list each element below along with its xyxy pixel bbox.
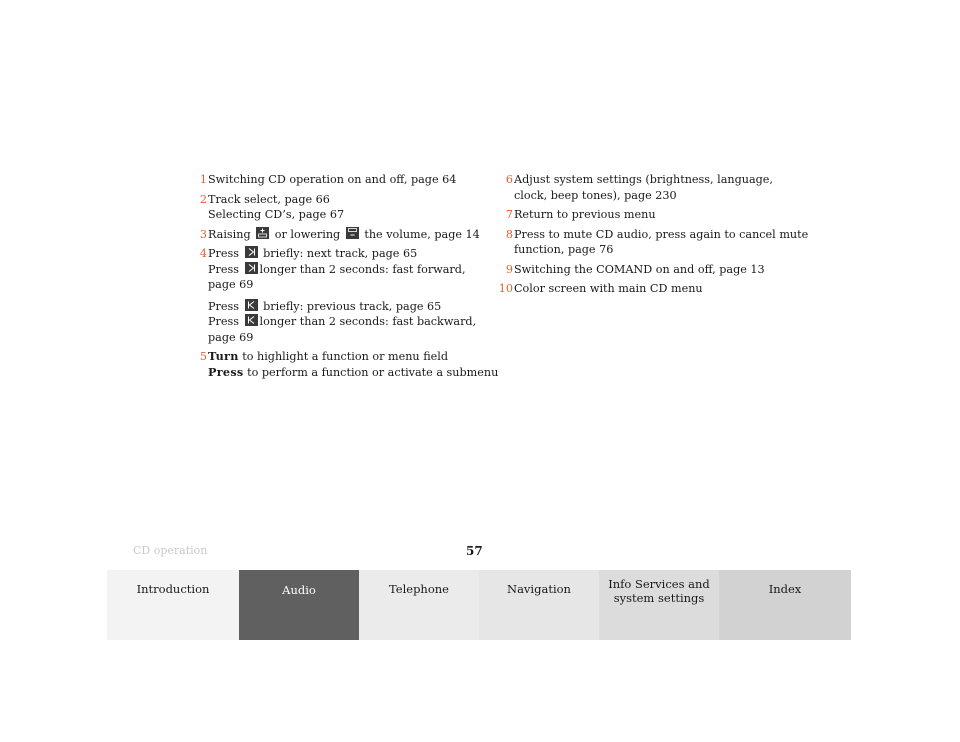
tab-label: Info Services and: [608, 577, 710, 591]
item-text: [208, 192, 474, 223]
item-line: Track select, page 66: [208, 192, 330, 206]
item-line: function, page 76: [514, 243, 614, 256]
item-line: page 69: [208, 278, 254, 291]
item-text: [208, 246, 476, 345]
list-item: [184, 227, 480, 243]
tab-telephone[interactable]: [359, 570, 479, 640]
next-track-key-icon: [245, 246, 258, 258]
list-item: [494, 172, 784, 203]
item-fragment: briefly: previous track, page 65: [263, 299, 442, 313]
item-line: [208, 227, 480, 243]
item-fragment: the volume, page 14: [364, 227, 480, 241]
item-line: Selecting CD’s, page 67: [208, 208, 345, 221]
tab-introduction[interactable]: [107, 570, 239, 640]
item-line: page 69: [208, 330, 254, 344]
page-number: 57: [466, 544, 483, 558]
list-item: [494, 227, 809, 258]
list-item: [184, 349, 499, 380]
item-number: 4: [199, 247, 207, 260]
tab-label: Introduction: [136, 582, 210, 596]
item-line: Switching the COMAND on and off, page 13: [514, 262, 765, 276]
tab-index[interactable]: [719, 570, 851, 640]
tab-audio[interactable]: [239, 570, 359, 640]
item-number: 6: [505, 173, 513, 186]
item-fragment: longer than 2 seconds: fast forward,: [259, 262, 466, 276]
item-fragment: longer than 2 seconds: fast backward,: [259, 315, 477, 328]
item-line: [208, 246, 476, 262]
list-item: [494, 207, 784, 223]
item-fragment: Raising: [208, 227, 251, 241]
item-fragment: Press: [208, 299, 239, 313]
list-item: [184, 172, 474, 188]
list-item: [184, 246, 477, 345]
tab-info-services[interactable]: [599, 570, 719, 640]
vol-down-key-icon: [346, 227, 359, 239]
item-number: 5: [199, 350, 207, 363]
tab-label: Navigation: [507, 582, 571, 596]
item-fragment: briefly: next track, page 65: [263, 247, 418, 260]
item-line: Color screen with main CD menu: [514, 282, 703, 295]
item-text: [208, 172, 474, 188]
item-fragment: Press: [208, 262, 239, 276]
tab-label: system settings: [613, 591, 705, 605]
tab-label: Index: [768, 582, 802, 596]
item-line: [208, 314, 476, 330]
item-fragment: or lowering: [274, 227, 341, 241]
item-fragment: Press: [208, 247, 239, 260]
section-label: CD operation: [133, 544, 208, 557]
item-line: [208, 365, 498, 381]
previous-track-key-icon: [245, 314, 258, 326]
item-line: clock, beep tones), page 230: [514, 188, 677, 202]
item-fragment-bold: Turn: [208, 349, 239, 363]
item-number: 10: [498, 282, 513, 295]
item-text: [208, 227, 480, 243]
tab-label: Telephone: [389, 582, 449, 596]
tab-navigation[interactable]: [479, 570, 599, 640]
item-text: [514, 172, 784, 203]
list-item: [494, 281, 784, 297]
list-item: [184, 192, 474, 223]
item-fragment: to highlight a function or menu field: [242, 350, 449, 363]
item-text: [514, 227, 808, 258]
item-line: Switching CD operation on and off, page 64: [208, 173, 457, 186]
tab-label: Audio: [282, 583, 316, 597]
item-number: 7: [505, 208, 513, 221]
previous-track-key-icon: [245, 299, 258, 311]
item-text: [208, 349, 498, 380]
item-fragment: to perform a function or activate a submenu: [247, 365, 499, 379]
item-text: [514, 207, 784, 223]
item-text: [514, 281, 784, 297]
item-line: [208, 299, 476, 315]
right-column: [494, 172, 809, 301]
item-number: 9: [505, 262, 513, 276]
item-line: [208, 262, 476, 278]
item-line: Adjust system settings (brightness, language,: [514, 173, 773, 186]
item-number: 3: [199, 227, 207, 241]
item-fragment: Press: [208, 315, 239, 328]
item-number: 2: [199, 192, 207, 206]
vol-up-key-icon: [256, 227, 269, 239]
item-line: Return to previous menu: [514, 208, 656, 221]
item-line: Press to mute CD audio, press again to cancel mute: [514, 227, 809, 241]
item-fragment-bold: Press: [208, 364, 244, 379]
item-number: 1: [199, 173, 207, 186]
item-line: [208, 349, 498, 365]
item-text: [514, 262, 784, 278]
list-item: [494, 262, 784, 278]
left-column: [184, 172, 499, 384]
item-number: 8: [505, 227, 513, 241]
chapter-tabs: [107, 570, 851, 640]
next-track-key-icon: [245, 262, 258, 274]
